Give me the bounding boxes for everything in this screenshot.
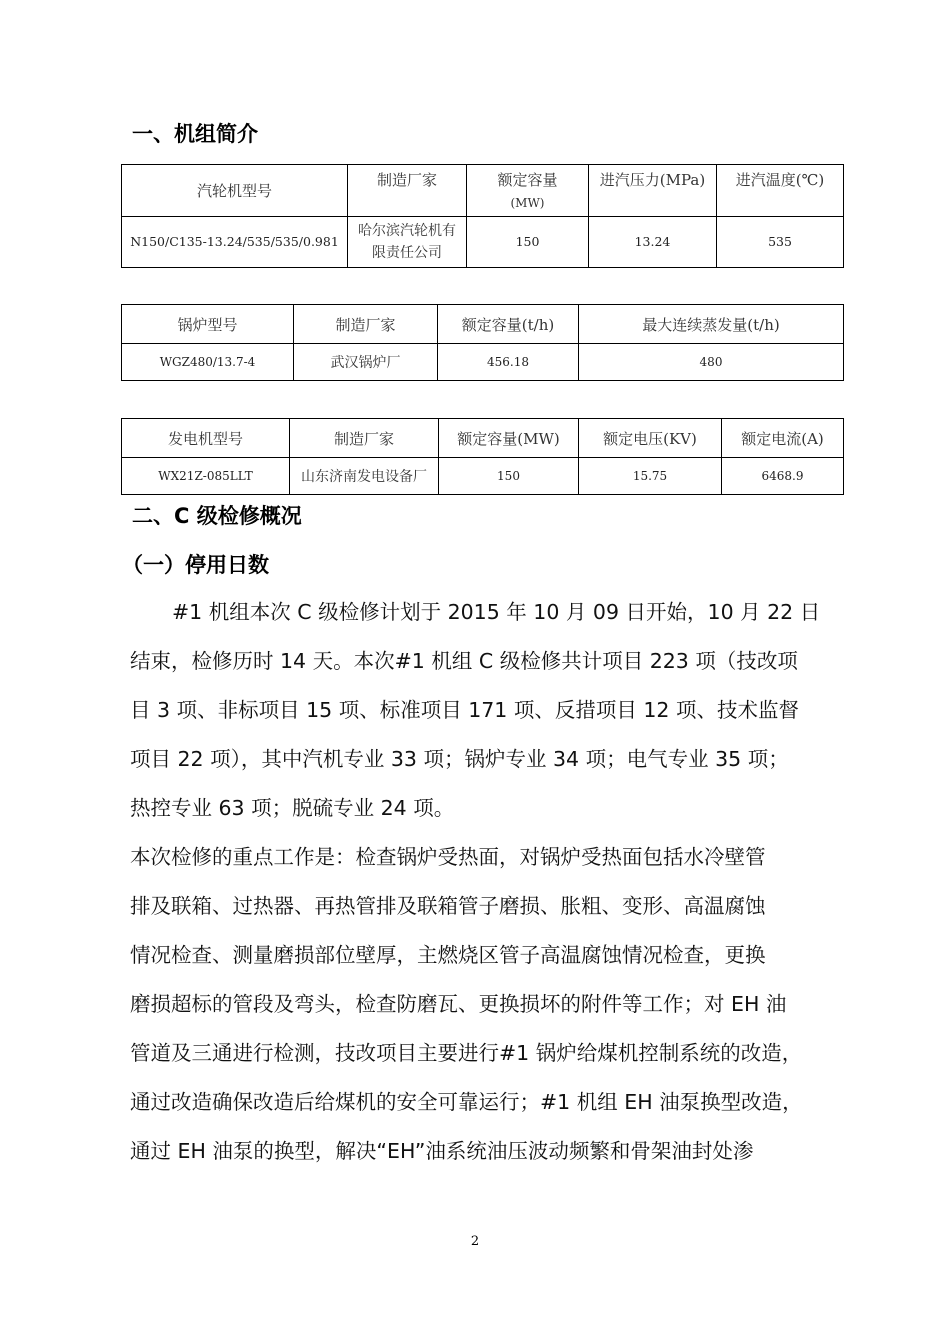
body-line: 通过 EH 油泵的换型，解决“EH”油系统油压波动频繁和骨架油封处渗	[130, 1139, 754, 1163]
body-line: 管道及三通进行检测，技改项目主要进行#1 锅炉给煤机控制系统的改造，	[130, 1041, 803, 1065]
turbine-header-maker: 制造厂家	[348, 165, 467, 217]
boiler-header-model: 锅炉型号	[122, 305, 294, 344]
turbine-pressure-cell: 13.24	[589, 217, 717, 268]
generator-header-voltage: 额定电压(KV)	[579, 419, 722, 458]
body-text	[130, 588, 845, 1188]
section-heading-unit-intro: 一、机组简介	[132, 122, 258, 146]
body-line: 项目 22 项），其中汽机专业 33 项；锅炉专业 34 项；电气专业 35 项；	[130, 747, 789, 771]
turbine-header-model: 汽轮机型号	[122, 165, 348, 217]
turbine-table	[121, 164, 844, 268]
body-line: 结束，检修历时 14 天。本次#1 机组 C 级检修共计项目 223 项（技改项	[130, 649, 798, 673]
generator-capacity-cell: 150	[439, 458, 579, 495]
page-number: 2	[470, 1234, 480, 1249]
boiler-table	[121, 304, 844, 381]
boiler-maker-cell: 武汉锅炉厂	[294, 344, 438, 381]
turbine-model-cell: N150/C135-13.24/535/535/0.981	[122, 217, 348, 268]
body-line: 通过改造确保改造后给煤机的安全可靠运行；#1 机组 EH 油泵换型改造，	[130, 1090, 803, 1114]
boiler-max-evaporation-cell: 480	[579, 344, 844, 381]
generator-header-model: 发电机型号	[122, 419, 290, 458]
body-line: 热控专业 63 项；脱硫专业 24 项。	[130, 796, 455, 820]
body-line: 目 3 项、非标项目 15 项、标准项目 171 项、反措项目 12 项、技术监督	[130, 698, 799, 722]
generator-header-maker: 制造厂家	[290, 419, 439, 458]
turbine-maker-cell: 哈尔滨汽轮机有 限责任公司	[348, 217, 467, 268]
body-line: 排及联箱、过热器、再热管排及联箱管子磨损、胀粗、变形、高温腐蚀	[130, 894, 766, 918]
section-heading-c-overhaul: 二、C 级检修概况	[132, 504, 302, 528]
body-line: 磨损超标的管段及弯头，检查防磨瓦、更换损坏的附件等工作；对 EH 油	[130, 992, 787, 1016]
body-line: 情况检查、测量磨损部位壁厚，主燃烧区管子高温腐蚀情况检查，更换	[130, 943, 766, 967]
generator-current-cell: 6468.9	[722, 458, 844, 495]
generator-maker-cell: 山东济南发电设备厂	[290, 458, 439, 495]
subsection-heading-outage-days: （一）停用日数	[122, 553, 269, 577]
boiler-capacity-cell: 456.18	[438, 344, 579, 381]
turbine-temperature-cell: 535	[717, 217, 844, 268]
body-line: 本次检修的重点工作是：检查锅炉受热面，对锅炉受热面包括水冷壁管	[130, 845, 766, 869]
turbine-capacity-cell: 150	[467, 217, 589, 268]
generator-header-current: 额定电流(A)	[722, 419, 844, 458]
boiler-model-cell: WGZ480/13.7-4	[122, 344, 294, 381]
generator-model-cell: WX21Z-085LLT	[122, 458, 290, 495]
generator-table	[121, 418, 844, 495]
turbine-header-pressure: 进汽压力(MPa)	[589, 165, 717, 217]
boiler-header-capacity: 额定容量(t/h)	[438, 305, 579, 344]
generator-header-capacity: 额定容量(MW)	[439, 419, 579, 458]
turbine-header-capacity: 额定容量 (MW)	[467, 165, 589, 217]
body-line: #1 机组本次 C 级检修计划于 2015 年 10 月 09 日开始，10 月 22 日	[172, 600, 821, 624]
turbine-header-temperature: 进汽温度(℃)	[717, 165, 844, 217]
generator-voltage-cell: 15.75	[579, 458, 722, 495]
boiler-header-max-evaporation: 最大连续蒸发量(t/h)	[579, 305, 844, 344]
boiler-header-maker: 制造厂家	[294, 305, 438, 344]
